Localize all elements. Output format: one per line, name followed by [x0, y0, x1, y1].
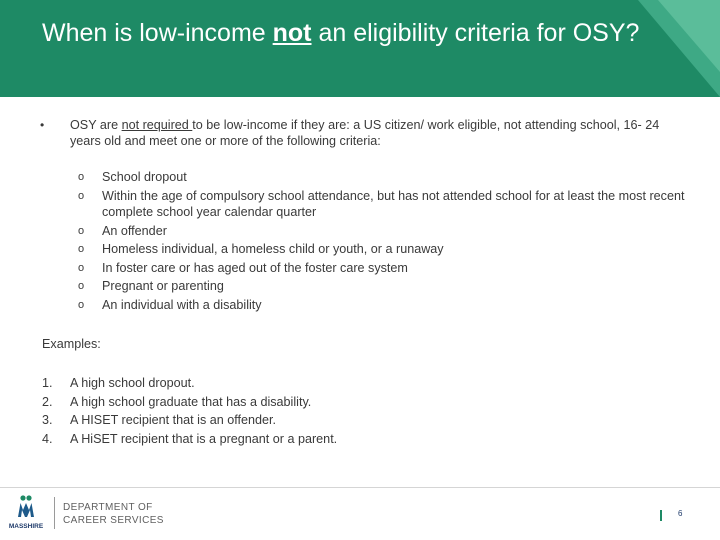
criteria-item: o An offender [78, 223, 167, 238]
intro-underlined: not required [121, 118, 193, 132]
title-text-1: When is low-income [42, 19, 273, 47]
circle-bullet-icon: o [78, 280, 85, 292]
criteria-item: o Homeless individual, a homeless child or youth, or a runaway [78, 242, 444, 256]
masshire-logo [4, 493, 48, 533]
title-text-2: an eligibility criteria for OSY? [311, 19, 640, 47]
svg-text:MASSHIRE: MASSHIRE [8, 523, 44, 530]
examples-heading: Examples: [42, 337, 101, 351]
examples-list [42, 374, 337, 448]
criteria-item: o In foster care or has aged out of the foster care system [78, 260, 408, 275]
circle-bullet-icon: o [78, 224, 85, 237]
example-item: 3. A HISET recipient that is an offender. [42, 413, 277, 427]
slide-header [0, 0, 720, 97]
circle-bullet-icon: o [78, 243, 85, 255]
criteria-item: o An individual with a disability [78, 297, 262, 312]
logo-separator [54, 497, 55, 529]
criteria-item: o School dropout [78, 170, 187, 184]
circle-bullet-icon: o [78, 189, 85, 202]
circle-bullet-icon: o [78, 298, 85, 311]
page-number: 6 [678, 509, 683, 518]
footer-divider [0, 487, 720, 488]
criteria-item: o Pregnant or parenting [78, 279, 224, 293]
criteria-item: o Within the age of compulsory school attendance, but has not attended school for at least the most recent complete school year calendar quarter [78, 188, 685, 219]
example-item: 2. A high school graduate that has a disability. [42, 394, 312, 409]
criteria-list [78, 169, 688, 315]
circle-bullet-icon: o [78, 171, 85, 183]
bullet-icon: • [40, 118, 45, 132]
page-number-marker [660, 510, 662, 521]
example-item: 4. A HiSET recipient that is a pregnant or a parent. [42, 431, 338, 446]
intro-text: OSY are not required to be low-income if they are: a US citizen/ work eligible, not attending school, 16- 24 years old and meet one or more of the following criteria: [70, 118, 660, 148]
circle-bullet-icon: o [78, 261, 85, 274]
title-emphasis: not [272, 19, 312, 47]
corner-decoration [638, 0, 720, 97]
slide-title [42, 18, 642, 48]
example-item: 1. A high school dropout. [42, 376, 195, 390]
department-name: DEPARTMENT OF CAREER SERVICES [63, 502, 164, 526]
